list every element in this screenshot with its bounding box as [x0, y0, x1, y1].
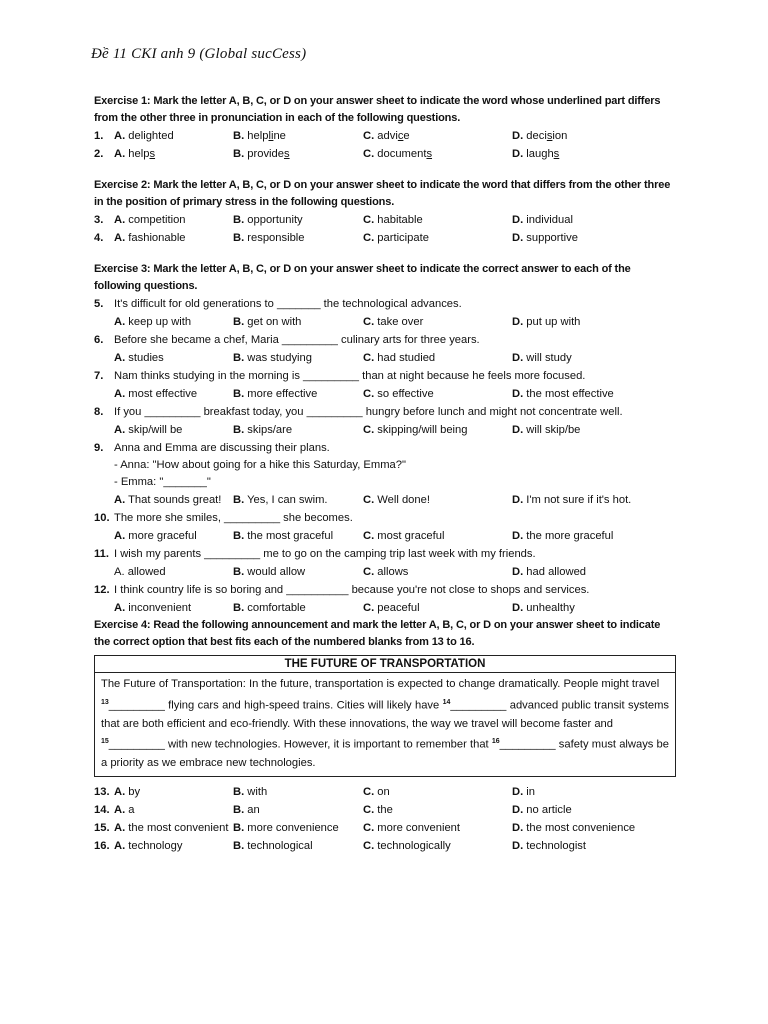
- exam-page: [94, 93, 676, 855]
- option-b: B. technological: [233, 839, 313, 852]
- question-9-stem: 9. Anna and Emma are discussing their plans.: [94, 442, 330, 454]
- option-d: D. in: [512, 785, 536, 798]
- question-number: 3.: [94, 214, 104, 226]
- option-d: D. laughs: [512, 148, 560, 160]
- option-b: B. an: [233, 803, 260, 816]
- announcement-title: THE FUTURE OF TRANSPORTATION: [95, 656, 675, 673]
- option-d: D. supportive: [512, 232, 578, 244]
- blank-number: 15: [101, 738, 109, 746]
- option-b: B. the most graceful: [233, 530, 334, 542]
- option-d: D. had allowed: [512, 566, 587, 578]
- question-14: [94, 801, 676, 819]
- question-5-options: [94, 313, 676, 331]
- question-9-dialogue-line: - Anna: "How about going for a hike this Saturday, Emma?": [114, 459, 406, 471]
- option-a: A. allowed: [114, 566, 166, 578]
- question-6-options: [94, 349, 676, 367]
- question-number: 2.: [94, 148, 104, 160]
- document-title: Đề 11 CKI anh 9 (Global sucCess): [91, 46, 307, 62]
- option-b: B. more effective: [233, 388, 318, 400]
- option-b: B. responsible: [233, 232, 305, 244]
- option-a: A. technology: [114, 839, 183, 852]
- question-6-stem: 6. Before she became a chef, Maria _________ culinary arts for three years.: [94, 334, 480, 346]
- option-b: B. more convenience: [233, 821, 339, 834]
- question-12-options: [94, 599, 676, 617]
- blank-number: 14: [442, 698, 451, 706]
- option-b: B. skips/are: [233, 424, 293, 436]
- exercise-1-instruction: Exercise 1: Mark the letter A, B, C, or D on your answer sheet to indicate the word whose underlined part differs from the other three in pronunciation in each of the following questions.: [94, 95, 661, 124]
- question-number: 1.: [94, 130, 104, 142]
- option-c: C. Well done!: [363, 494, 430, 506]
- option-d: D. the most effective: [512, 388, 614, 400]
- option-c: C. peaceful: [363, 602, 420, 614]
- option-c: C. allows: [363, 566, 409, 578]
- option-b: B. with: [233, 785, 268, 798]
- question-7-stem: 7. Nam thinks studying in the morning is _________ than at night because he feels more focused.: [94, 370, 586, 382]
- question-12-stem: 12. I think country life is so boring and __________ because you're not close to shops and services.: [94, 584, 590, 596]
- option-c: C. on: [363, 785, 390, 798]
- option-a: A. studies: [114, 352, 164, 364]
- option-a: A. fashionable: [114, 232, 186, 244]
- option-a: A. by: [114, 785, 141, 798]
- option-a: A. most effective: [114, 388, 198, 400]
- option-c: C. so effective: [363, 388, 434, 400]
- exercise-4-instruction: Exercise 4: Read the following announcement and mark the letter A, B, C, or D on your answer sheet to indicate the correct option that best fits each of the numbered blanks from 13 to 16.: [94, 619, 661, 648]
- option-a: A. competition: [114, 214, 186, 226]
- exercise-2-instruction: Exercise 2: Mark the letter A, B, C, or D on your answer sheet to indicate the word that differs from the other three in the position of primary stress in the following questions.: [94, 179, 671, 208]
- option-a: A. helps: [114, 148, 156, 160]
- question-10-stem: 10. The more she smiles, _________ she becomes.: [94, 512, 353, 524]
- question-number: 15.: [94, 821, 110, 834]
- option-b: B. comfortable: [233, 602, 306, 614]
- question-number: 4.: [94, 232, 104, 244]
- question-13: [94, 783, 676, 801]
- option-c: C. the: [363, 803, 393, 816]
- question-number: 16.: [94, 839, 110, 852]
- question-number: 13.: [94, 785, 110, 798]
- option-d: D. unhealthy: [512, 602, 575, 614]
- option-c: C. most graceful: [363, 530, 445, 542]
- option-b: B. opportunity: [233, 214, 303, 226]
- question-number: 14.: [94, 803, 110, 816]
- option-c: C. participate: [363, 232, 429, 244]
- option-c: C. more convenient: [363, 821, 461, 834]
- question-1: [94, 127, 676, 145]
- option-a: A. skip/will be: [114, 424, 183, 436]
- option-d: D. decision: [512, 130, 568, 142]
- option-a: A. the most convenient: [114, 821, 229, 834]
- question-9-options: [94, 491, 676, 509]
- option-d: D. will skip/be: [512, 424, 581, 436]
- option-c: C. had studied: [363, 352, 436, 364]
- option-b: B. provides: [233, 148, 290, 160]
- question-11-options: [94, 563, 676, 581]
- question-8-options: [94, 421, 676, 439]
- question-5-stem: 5. It's difficult for old generations to _______ the technological advances.: [94, 298, 462, 310]
- option-c: C. documents: [363, 148, 433, 160]
- option-b: B. would allow: [233, 566, 306, 578]
- option-d: D. will study: [512, 352, 572, 364]
- announcement-box: [94, 655, 676, 777]
- option-d: D. no article: [512, 803, 572, 816]
- option-d: D. put up with: [512, 316, 581, 328]
- option-a: A. keep up with: [114, 316, 192, 328]
- option-c: C. take over: [363, 316, 424, 328]
- option-c: C. skipping/will being: [363, 424, 468, 436]
- option-d: D. I'm not sure if it's hot.: [512, 494, 632, 506]
- option-b: B. Yes, I can swim.: [233, 494, 328, 506]
- question-10-options: [94, 527, 676, 545]
- option-d: D. the most convenience: [512, 821, 636, 834]
- option-c: C. habitable: [363, 214, 423, 226]
- question-3: [94, 211, 676, 229]
- question-16: [94, 837, 676, 855]
- option-a: A. That sounds great!: [114, 494, 222, 506]
- question-7-options: [94, 385, 676, 403]
- option-c: C. advice: [363, 130, 410, 142]
- question-9-dialogue-line: - Emma: "_______": [114, 476, 211, 488]
- option-d: D. the more graceful: [512, 530, 614, 542]
- option-a: A. more graceful: [114, 530, 197, 542]
- question-15: [94, 819, 676, 837]
- announcement-text: The Future of Transportation: In the future, transportation is expected to change dramatically. People might travel $^{13}$_________ flying cars and high-speed trains. Cities will likely have $^{14}$_________ advanced public transit systems that are both efficient and eco-friendly. With these innovations, the way we travel will become faster and $^{15}$_________ with new technologies. However, it is important to remember that $^{16}$_________ safety must always be a priority as we embrace new technologies.: [101, 678, 669, 770]
- option-a: A. a: [114, 803, 135, 816]
- option-d: D. technologist: [512, 839, 587, 852]
- option-d: D. individual: [512, 214, 573, 226]
- question-2: [94, 145, 676, 163]
- option-c: C. technologically: [363, 839, 451, 852]
- option-a: A. inconvenient: [114, 602, 192, 614]
- option-b: B. was studying: [233, 352, 312, 364]
- option-b: B. get on with: [233, 316, 302, 328]
- question-11-stem: 11. I wish my parents _________ me to go on the camping trip last week with my friends.: [94, 548, 536, 560]
- question-8-stem: 8. If you _________ breakfast today, you _________ hungry before lunch and might not concentrate well.: [94, 406, 623, 418]
- blank-number: 13: [101, 698, 109, 706]
- blank-number: 16: [491, 738, 500, 746]
- option-a: A. delighted: [114, 130, 174, 142]
- exercise-3-instruction: Exercise 3: Mark the letter A, B, C, or D on your answer sheet to indicate the correct answer to each of the following questions.: [94, 263, 631, 292]
- question-4: [94, 229, 676, 247]
- option-b: B. helpline: [233, 130, 286, 142]
